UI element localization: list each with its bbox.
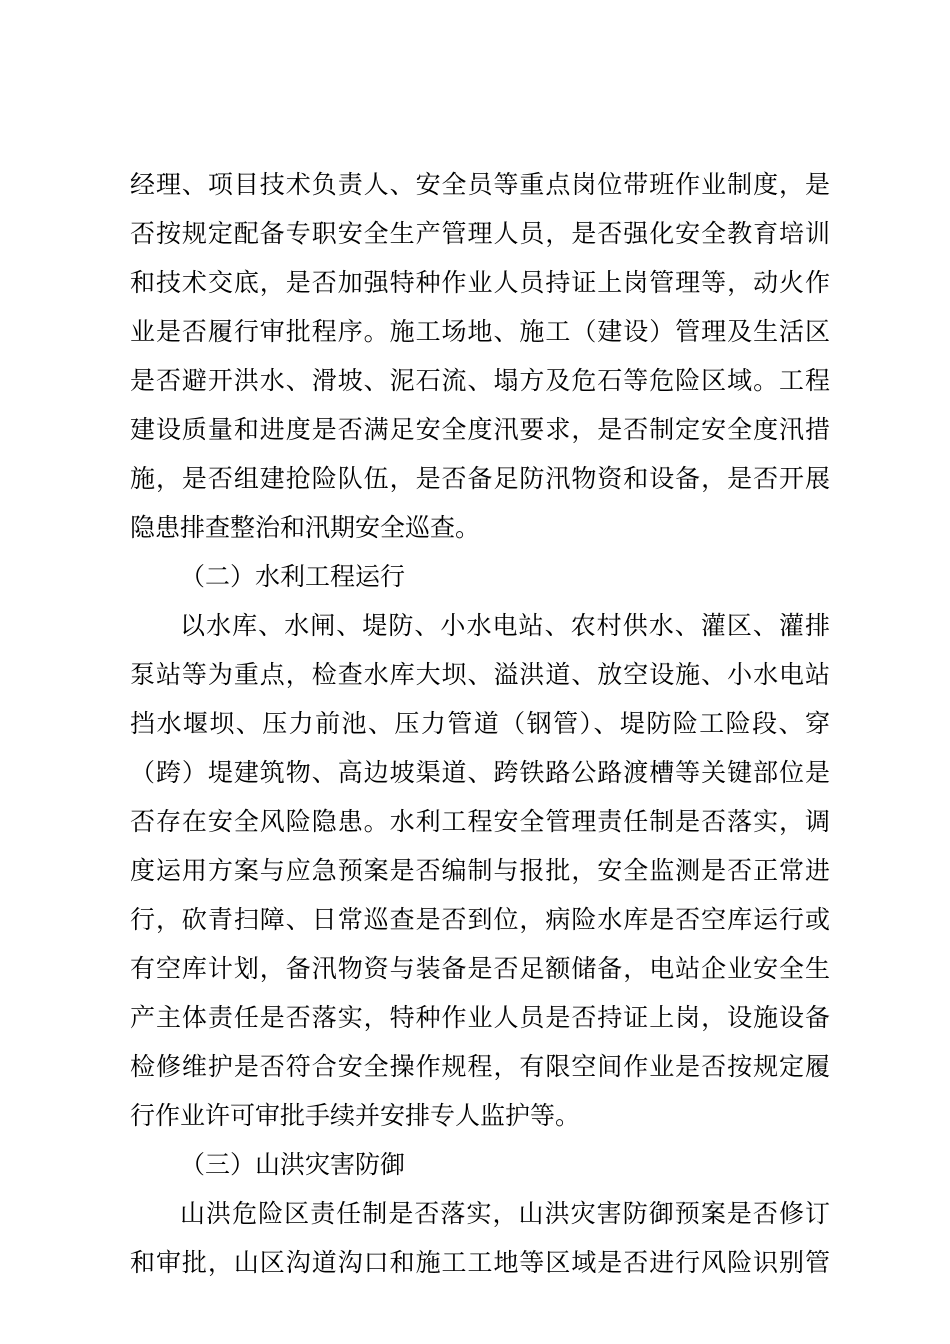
text-line: 泵站等为重点，检查水库大坝、溢洪道、放空设施、小水电站 <box>130 660 830 689</box>
text-line: 行，砍青扫障、日常巡查是否到位，病险水库是否空库运行或 <box>130 905 830 934</box>
text-line: 行作业许可审批手续并安排专人监护等。 <box>130 1101 581 1130</box>
section-heading-water-project-operation: （二）水利工程运行 <box>180 562 406 591</box>
paragraph-construction-safety <box>130 160 830 552</box>
text-line: 山洪危险区责任制是否落实，山洪灾害防御预案是否修订 <box>180 1199 830 1228</box>
text-line: 建设质量和进度是否满足安全度汛要求，是否制定安全度汛措 <box>130 415 830 444</box>
text-line: 和技术交底，是否加强特种作业人员持证上岗管理等，动火作 <box>130 268 830 297</box>
text-line: 施，是否组建抢险队伍，是否备足防汛物资和设备，是否开展 <box>130 464 830 493</box>
text-line: （跨）堤建筑物、高边坡渠道、跨铁路公路渡槽等关键部位是 <box>130 758 830 787</box>
paragraph-flash-flood-defense <box>130 1189 830 1287</box>
section-heading-flash-flood-defense: （三）山洪灾害防御 <box>180 1150 406 1179</box>
text-line: 检修维护是否符合安全操作规程，有限空间作业是否按规定履 <box>130 1052 830 1081</box>
paragraph-water-project-operation <box>130 601 830 1140</box>
text-line: 有空库计划，备汛物资与装备是否足额储备，电站企业安全生 <box>130 954 830 983</box>
text-line: 和审批，山区沟道沟口和施工工地等区域是否进行风险识别管 <box>130 1248 830 1277</box>
text-line: 业是否履行审批程序。施工场地、施工（建设）管理及生活区 <box>130 317 830 346</box>
text-line: 否存在安全风险隐患。水利工程安全管理责任制是否落实，调 <box>130 807 830 836</box>
text-line: 隐患排查整治和汛期安全巡查。 <box>130 513 481 542</box>
text-line: 挡水堰坝、压力前池、压力管道（钢管）、堤防险工险段、穿 <box>130 709 830 738</box>
text-line: 经理、项目技术负责人、安全员等重点岗位带班作业制度，是 <box>130 170 830 199</box>
text-line: 产主体责任是否落实，特种作业人员是否持证上岗，设施设备 <box>130 1003 830 1032</box>
text-line: 度运用方案与应急预案是否编制与报批，安全监测是否正常进 <box>130 856 830 885</box>
text-line: 是否避开洪水、滑坡、泥石流、塌方及危石等危险区域。工程 <box>130 366 830 395</box>
document-body <box>130 160 830 1287</box>
text-line: 以水库、水闸、堤防、小水电站、农村供水、灌区、灌排 <box>180 611 830 640</box>
text-line: 否按规定配备专职安全生产管理人员，是否强化安全教育培训 <box>130 219 830 248</box>
